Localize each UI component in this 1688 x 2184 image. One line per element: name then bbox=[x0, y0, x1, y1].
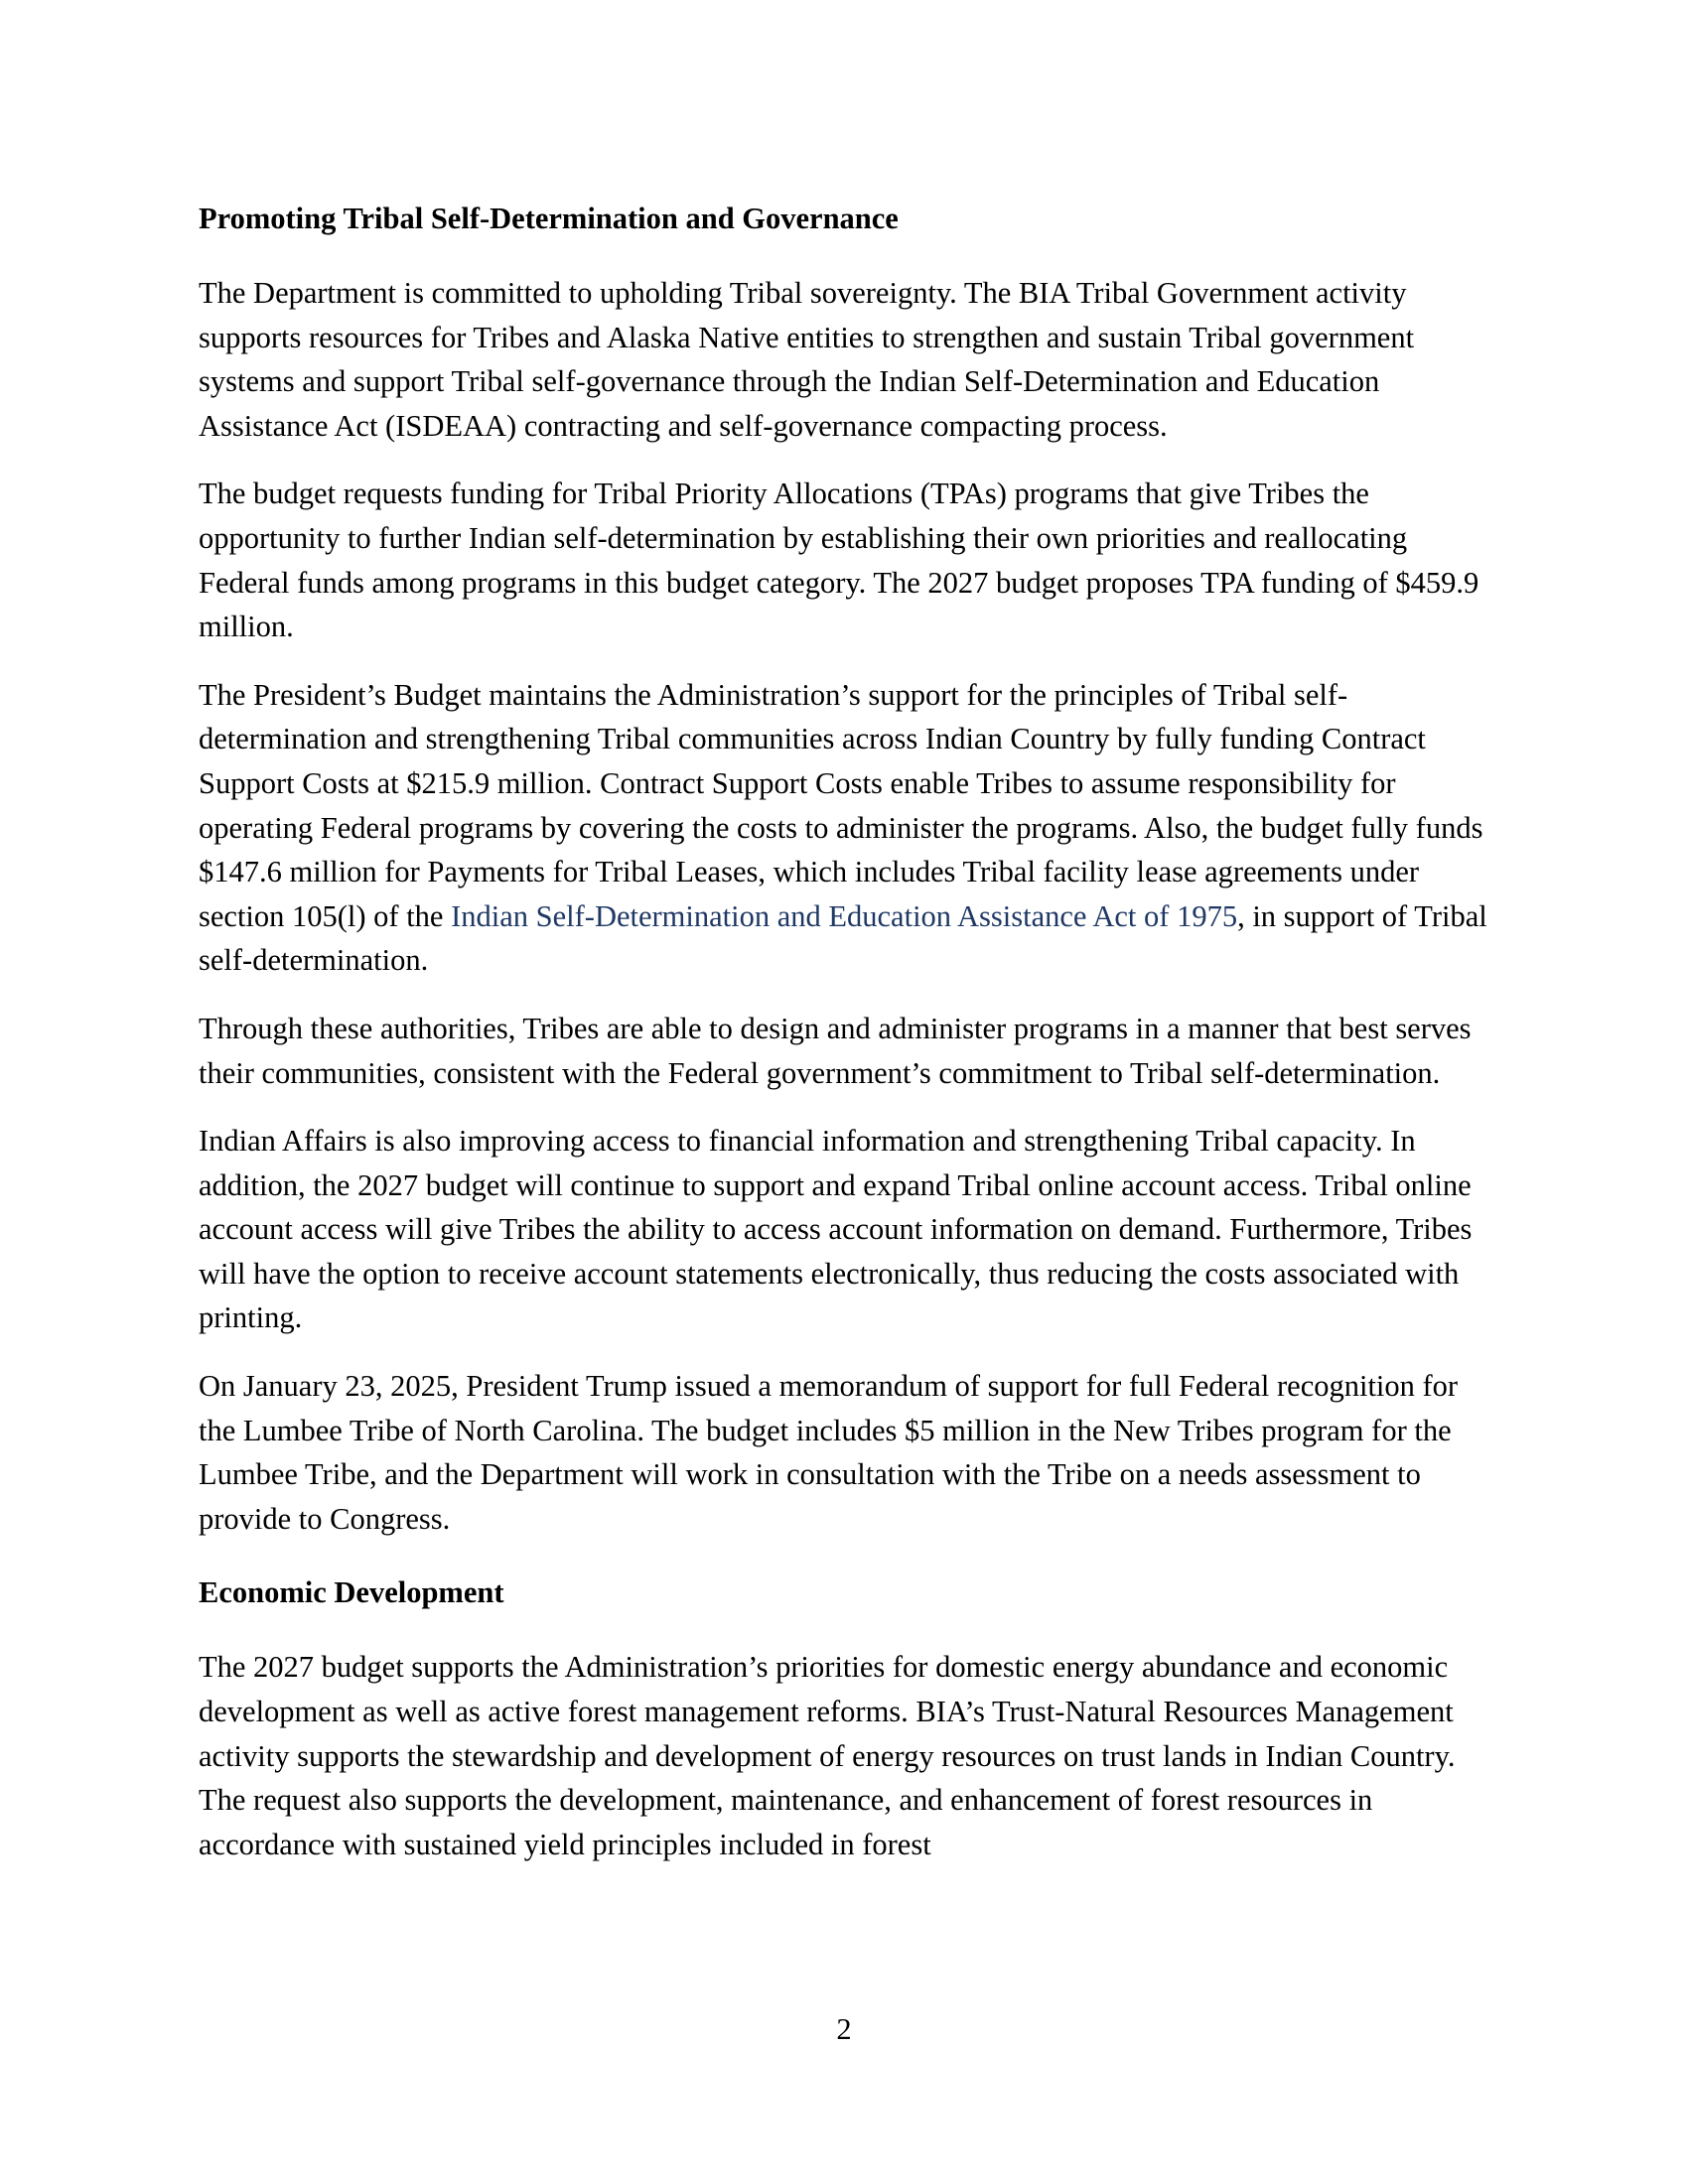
page-number: 2 bbox=[836, 2012, 852, 2046]
paragraph-text-before-link: The President’s Budget maintains the Administration’s support for the principles of Tribal self-determination and strengthening Tribal communities across Indian Country by fully funding Contract Support Costs at $215.9 million. Contract Support Costs enable Tribes to assume responsibility for operating Federal programs by covering the costs to administer the programs. Also, the budget fully funds $147.6 million for Payments for Tribal Leases, which includes Tribal facility lease agreements under section 105(l) of the bbox=[199, 677, 1483, 933]
paragraph-tribal-priority-allocations: The budget requests funding for Tribal Priority Allocations (TPAs) programs that give Tribes the opportunity to further Indian self-determination by establishing their own priorities and reallocating Federal funds among programs in this budget category. The 2027 budget proposes TPA funding of $459.9 million. bbox=[199, 477, 1479, 644]
paragraph-energy-forest-management: The 2027 budget supports the Administration’s priorities for domestic energy abundance and economic development as well as active forest management reforms. BIA’s Trust-Natural Resources Management activity supports the stewardship and development of energy resources on trust lands in Indian Country. The request also supports the development, maintenance, and enhancement of forest resources in accordance with sustained yield principles included in forest bbox=[199, 1650, 1456, 1861]
paragraph-lumbee-tribe: On January 23, 2025, President Trump issued a memorandum of support for full Federal recognition for the Lumbee Tribe of North Carolina. The budget includes $5 million in the New Tribes program for the Lumbee Tribe, and the Department will work in consultation with the Tribe on a needs assessment to provide to Congress. bbox=[199, 1369, 1459, 1536]
paragraph-tribal-sovereignty: The Department is committed to upholding Tribal sovereignty. The BIA Tribal Government activity supports resources for Tribes and Alaska Native entities to strengthen and sustain Tribal government systems and support Tribal self-governance through the Indian Self-Determination and Education Assistance Act (ISDEAA) contracting and self-governance compacting process. bbox=[199, 276, 1415, 443]
paragraph-text-after-link: , in support of Tribal self-determination. bbox=[199, 898, 1487, 978]
isdeaa-1975-link[interactable]: Indian Self-Determination and Education Assistance Act of 1975 bbox=[451, 898, 1238, 933]
section-heading-economic-development: Economic Development bbox=[199, 1575, 504, 1610]
paragraph-contract-support-costs bbox=[199, 673, 1499, 983]
paragraph-authorities: Through these authorities, Tribes are able to design and administer programs in a manner that best serves their communities, consistent with the Federal government’s commitment to Tribal self-determination. bbox=[199, 1011, 1472, 1090]
page-body bbox=[199, 197, 1499, 1890]
paragraph-financial-information: Indian Affairs is also improving access to financial information and strengthening Tribal capacity. In addition, the 2027 budget will continue to support and expand Tribal online account access. Tribal online account access will give Tribes the ability to access account information on demand. Furthermore, Tribes will have the option to receive account statements electronically, thus reducing the costs associated with printing. bbox=[199, 1124, 1473, 1335]
section-heading-tribal-self-determination: Promoting Tribal Self-Determination and Governance bbox=[199, 202, 899, 235]
